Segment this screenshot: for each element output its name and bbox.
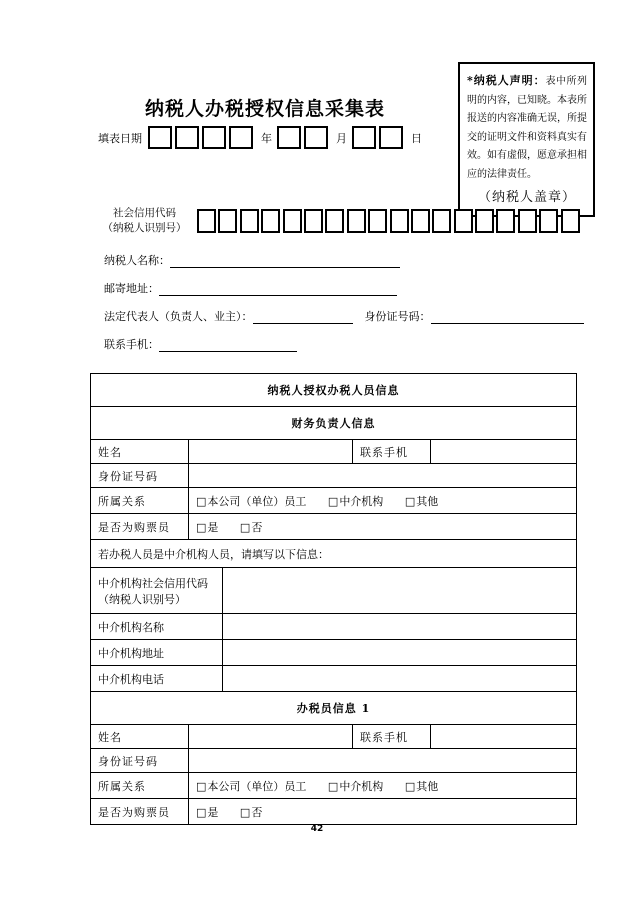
finance-id-input[interactable] <box>189 464 577 488</box>
char-box[interactable] <box>240 209 259 233</box>
char-box[interactable] <box>347 209 366 233</box>
clerk-relation-option-company[interactable] <box>196 780 306 793</box>
taxpayer-name-input[interactable] <box>170 255 400 268</box>
fill-date-label: 填表日期 <box>98 131 142 145</box>
finance-relation-label: 所属关系 <box>91 488 189 514</box>
clerk-relation-label: 所属关系 <box>91 773 189 799</box>
finance-name-input[interactable] <box>189 440 353 464</box>
option-label: 否 <box>251 520 263 534</box>
char-box[interactable] <box>197 209 216 233</box>
char-box[interactable] <box>368 209 387 233</box>
checkbox-icon[interactable]: □ <box>327 494 339 508</box>
char-box[interactable] <box>454 209 473 233</box>
clerk-ticket-option-no[interactable] <box>240 806 262 819</box>
checkbox-icon[interactable]: □ <box>196 779 207 793</box>
checkbox-icon[interactable]: □ <box>196 494 207 508</box>
finance-ticket-options <box>189 514 577 540</box>
option-label: 本公司（单位）员工 <box>207 779 307 793</box>
agency-phone-label: 中介机构电话 <box>91 666 223 692</box>
month-boxes <box>277 126 331 149</box>
char-box[interactable] <box>411 209 430 233</box>
finance-relation-option-company[interactable] <box>196 495 306 508</box>
year-suffix-label: 年 <box>261 131 272 145</box>
agency-credit-code-label: 中介机构社会信用代码（纳税人识别号） <box>91 568 223 614</box>
credit-code-label-line1: 社会信用代码 <box>113 207 176 219</box>
option-label: 是 <box>207 805 219 819</box>
option-label: 是 <box>207 520 219 534</box>
agency-phone-input[interactable] <box>223 666 577 692</box>
char-box[interactable] <box>175 126 199 149</box>
day-boxes <box>352 126 406 149</box>
checkbox-icon[interactable]: □ <box>327 779 339 793</box>
id-number-input[interactable] <box>431 311 584 324</box>
char-box[interactable] <box>379 126 403 149</box>
option-label: 中介机构 <box>339 494 384 508</box>
declaration-bold-label: *纳税人声明： <box>467 74 546 87</box>
char-box[interactable] <box>261 209 280 233</box>
finance-ticket-option-yes[interactable] <box>196 521 218 534</box>
agency-note: 若办税人员是中介机构人员，请填写以下信息： <box>91 540 577 568</box>
page-number: 42 <box>310 824 324 834</box>
finance-ticket-option-no[interactable] <box>240 521 262 534</box>
option-label: 本公司（单位）员工 <box>207 494 307 508</box>
contact-phone-row <box>104 336 297 352</box>
char-box[interactable] <box>496 209 515 233</box>
agency-section-table <box>90 567 577 692</box>
char-box[interactable] <box>283 209 302 233</box>
clerk-relation-option-agency[interactable] <box>328 780 383 793</box>
finance-relation-option-other[interactable] <box>405 495 438 508</box>
char-box[interactable] <box>277 126 301 149</box>
clerk-relation-option-other[interactable] <box>405 780 438 793</box>
option-label: 其他 <box>416 779 439 793</box>
mailing-address-label: 邮寄地址： <box>104 282 159 295</box>
agency-name-input[interactable] <box>223 614 577 640</box>
taxpayer-name-label: 纳税人名称： <box>104 254 170 267</box>
finance-phone-input[interactable] <box>431 440 577 464</box>
option-label: 否 <box>251 805 263 819</box>
clerk-phone-label: 联系手机 <box>353 725 431 749</box>
char-box[interactable] <box>304 209 323 233</box>
clerk-ticket-option-yes[interactable] <box>196 806 218 819</box>
clerk-phone-input[interactable] <box>431 725 577 749</box>
char-box[interactable] <box>218 209 237 233</box>
legal-rep-input[interactable] <box>253 311 353 324</box>
option-label: 中介机构 <box>339 779 384 793</box>
mailing-address-input[interactable] <box>159 283 397 296</box>
legal-rep-row <box>104 308 584 324</box>
checkbox-icon[interactable]: □ <box>196 520 207 534</box>
finance-id-label: 身份证号码 <box>91 464 189 488</box>
checkbox-icon[interactable]: □ <box>404 779 416 793</box>
contact-phone-input[interactable] <box>159 339 297 352</box>
taxpayer-name-row <box>104 252 400 268</box>
year-boxes <box>148 126 256 149</box>
char-box[interactable] <box>539 209 558 233</box>
agency-address-label: 中介机构地址 <box>91 640 223 666</box>
clerk-id-label: 身份证号码 <box>91 749 189 773</box>
char-box[interactable] <box>352 126 376 149</box>
checkbox-icon[interactable]: □ <box>404 494 416 508</box>
checkbox-icon[interactable]: □ <box>239 805 251 819</box>
char-box[interactable] <box>148 126 172 149</box>
finance-ticket-label: 是否为购票员 <box>91 514 189 540</box>
contact-phone-label: 联系手机： <box>104 338 159 351</box>
clerk-id-input[interactable] <box>189 749 577 773</box>
legal-rep-label: 法定代表人（负责人、业主）： <box>104 310 253 323</box>
clerk-name-label: 姓名 <box>91 725 189 749</box>
day-suffix-label: 日 <box>411 131 422 145</box>
agency-address-input[interactable] <box>223 640 577 666</box>
option-label: 其他 <box>416 494 439 508</box>
char-box[interactable] <box>475 209 494 233</box>
checkbox-icon[interactable]: □ <box>196 805 207 819</box>
page-title: 纳税人办税授权信息采集表 <box>144 99 385 120</box>
section-title-finance: 财务负责人信息 <box>91 407 577 440</box>
char-box[interactable] <box>518 209 537 233</box>
clerk-relation-options <box>189 773 577 799</box>
taxpayer-declaration-box <box>458 62 595 217</box>
finance-relation-option-agency[interactable] <box>328 495 383 508</box>
char-box[interactable] <box>390 209 409 233</box>
clerk-ticket-options <box>189 799 577 825</box>
clerk-section-table <box>90 691 577 825</box>
credit-code-row <box>96 206 582 236</box>
section-title-clerk: 办税员信息 1 <box>91 692 577 725</box>
month-suffix-label: 月 <box>336 131 347 145</box>
agency-credit-code-input[interactable] <box>223 568 577 614</box>
char-box[interactable] <box>325 209 344 233</box>
clerk-ticket-label: 是否为购票员 <box>91 799 189 825</box>
agency-name-label: 中介机构名称 <box>91 614 223 640</box>
checkbox-icon[interactable]: □ <box>239 520 251 534</box>
char-box[interactable] <box>561 209 580 233</box>
char-box[interactable] <box>432 209 451 233</box>
credit-code-label-line2: （纳税人识别号） <box>102 222 187 235</box>
fill-date-row <box>98 126 427 149</box>
section-title-authorized: 纳税人授权办税人员信息 <box>91 374 577 407</box>
finance-relation-options <box>189 488 577 514</box>
clerk-name-input[interactable] <box>189 725 353 749</box>
credit-code-boxes <box>197 209 582 233</box>
taxpayer-stamp-line: （纳税人盖章） <box>477 190 576 205</box>
finance-phone-label: 联系手机 <box>353 440 431 464</box>
char-box[interactable] <box>202 126 226 149</box>
char-box[interactable] <box>229 126 253 149</box>
declaration-body: 表中所列明的内容，已知晓。本表所报送的内容准确无误，所提交的证明文件和资料真实有效。如有虚假，愿意承担相应的法律责任。 <box>467 76 587 180</box>
authorized-personnel-table <box>90 373 576 825</box>
declaration-text <box>467 71 587 184</box>
finance-name-label: 姓名 <box>91 440 189 464</box>
credit-code-label <box>96 206 193 236</box>
id-number-label: 身份证号码： <box>364 310 431 323</box>
char-box[interactable] <box>304 126 328 149</box>
mailing-address-row <box>104 280 397 296</box>
finance-section-table <box>90 373 577 568</box>
